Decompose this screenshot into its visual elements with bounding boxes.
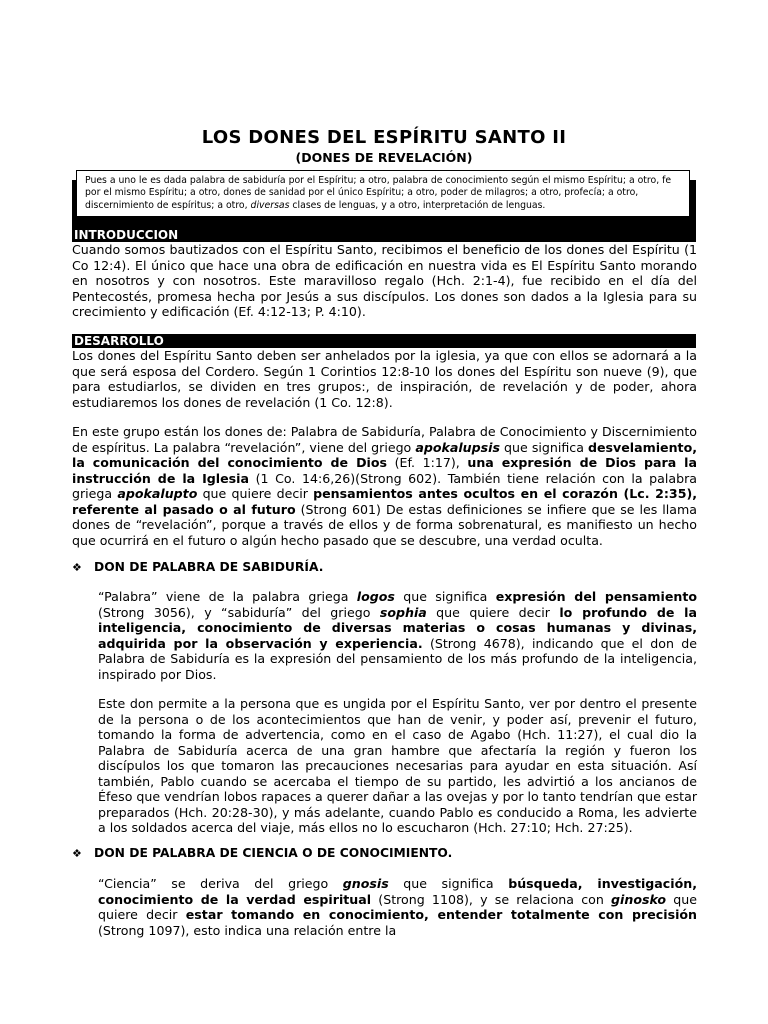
diamond-bullet-icon: ❖ bbox=[72, 561, 82, 574]
quote-emphasis: diversas bbox=[250, 199, 290, 211]
desarrollo-paragraph-1: Los dones del Espíritu Santo deben ser anhelados por la iglesia, ya que con ellos se adornará a la que será esposa del Cordero. Según 1 Corintios 12:8-10 los dones del Espíritu son nueve (9), que para estudiarlos, se dividen en tres grupos:, de inspiración, de revelación y de poder, ahora estudiaremos los dones de revelación (1 Co. 12:8). bbox=[72, 348, 697, 410]
diamond-bullet-icon: ❖ bbox=[72, 847, 82, 860]
heading-palabra-sabiduria: ❖ DON DE PALABRA DE SABIDURÍA. bbox=[72, 560, 324, 574]
heading-palabra-ciencia: ❖ DON DE PALABRA DE CIENCIA O DE CONOCIMIENTO. bbox=[72, 846, 453, 860]
quote-text-1: Pues a uno le es dada palabra de sabiduría por el Espíritu; a otro, palabra de conocimiento según el mismo Espíritu; a otro, fe por el mismo Espíritu; a otro, dones de sanidad por el único Espíritu; a otro, poder de milagros; a otro, profecía; a otro, discernimiento de espíritus; a otro, bbox=[85, 175, 672, 211]
scripture-quote-box bbox=[76, 170, 690, 217]
intro-paragraph: Cuando somos bautizados con el Espíritu Santo, recibimos el beneficio de los dones del Espíritu (1 Co 12:4). El único que hace una obra de edificación en nuestra vida es El Espíritu Santo morando en nosotros y con nosotros. Este maravilloso regalo (Hch. 2:1-4), fue recibido en el día del Pentecostés, promesa hecha por Jesús a sus discípulos. Los dones son dados a la Iglesia para su crecimiento y edificación (Ef. 4:12-13; P. 4:10). bbox=[72, 242, 697, 319]
sabiduria-paragraph-1: “Palabra” viene de la palabra griega logos que significa expresión del pensamiento (Strong 3056), y “sabiduría” del griego sophia que quiere decir lo profundo de la inteligencia, conocimiento de diversas materias o cosas humanas y divinas, adquirida por la observación y experiencia. (Strong 4678), indicando que el don de Palabra de Sabiduría es la expresión del pensamiento de los más profundo de la inteligencia, inspirado por Dios. bbox=[98, 589, 698, 682]
quote-text-2: clases de lenguas, y a otro, interpretación de lenguas. bbox=[289, 199, 546, 211]
page-title: LOS DONES DEL ESPÍRITU SANTO II bbox=[201, 127, 567, 148]
page-subtitle: (DONES DE REVELACIÓN) bbox=[295, 150, 473, 165]
section-heading-introduccion: INTRODUCCION bbox=[72, 228, 696, 242]
sabiduria-paragraph-2: Este don permite a la persona que es ungida por el Espíritu Santo, ver por dentro el presente de la persona o de los acontecimientos que han de venir, y poder así, prevenir el futuro, tomando la forma de advertencia, como en el caso de Agabo (Hch. 11:27), el cual dio la Palabra de Sabiduría acerca de una gran hambre que afectaría la región y fueron los discípulos los que tomaron las precauciones necesarias para ayudar en esta situación. Así también, Pablo cuando se acercaba el tiempo de su partido, les advirtió a los ancianos de Éfeso que vendrían lobos rapaces a querer dañar a las ovejas y por lo tanto tendrían que estar preparados (Hch. 20:28-30), y más adelante, cuando Pablo es conducido a Roma, les advierte a los soldados acerca del viaje, más ellos no lo escucharon (Hch. 27:10; Hch. 27:25). bbox=[98, 696, 697, 835]
desarrollo-paragraph-2: En este grupo están los dones de: Palabra de Sabiduría, Palabra de Conocimiento y Discernimiento de espíritus. La palabra “revelación”, viene del griego apokalupsis que significa desvelamiento, la comunicación del conocimiento de Dios (Ef. 1:17), una expresión de Dios para la instrucción de la Iglesia (1 Co. 14:6,26)(Strong 602). También tiene relación con la palabra griega apokalupto que quiere decir pensamientos antes ocultos en el corazón (Lc. 2:35), referente al pasado o al futuro (Strong 601) De estas definiciones se infiere que se les llama dones de “revelación”, porque a través de ellos y de forma sobrenatural, es manifiesto un hecho que ocurrirá en el futuro o algún hecho pasado que se descubre, una verdad oculta. bbox=[72, 424, 698, 548]
ciencia-paragraph-1: “Ciencia” se deriva del griego gnosis que significa búsqueda, investigación, conocimiento de la verdad espiritual (Strong 1108), y se relaciona con ginosko que quiere decir estar tomando en conocimiento, entender totalmente con precisión (Strong 1097), esto indica una relación entre la bbox=[98, 876, 697, 938]
section-heading-desarrollo: DESARROLLO bbox=[72, 334, 696, 348]
